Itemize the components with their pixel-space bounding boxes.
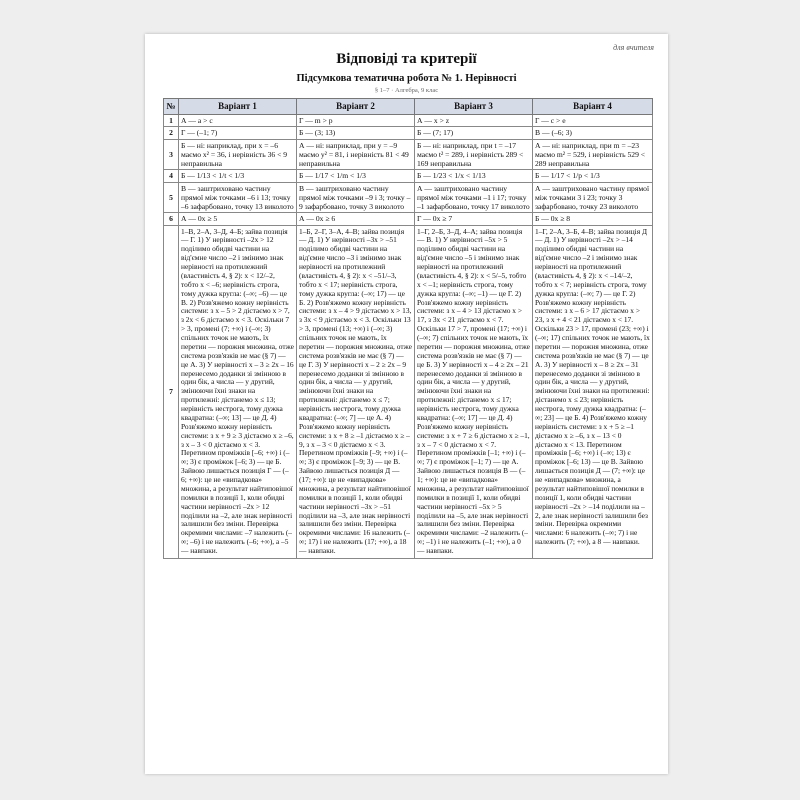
answer-cell: Б — ні: наприклад, при t = –17 маємо t² = 289, і нерівність 289 < 169 неправильна [415,139,533,170]
answer-cell: А — x > z [415,115,533,127]
row-number: 1 [164,115,179,127]
answer-cell: 1–Г, 2–Б, 3–Д, 4–А; зайва позиція — В. 1) У нерівності –5x > 5 поділимо обидві частини на від'ємне число –5 і змінимо знак нерівності на протилежний (властивість 4, § 2): x < 5/–5, тобто x < –1; нерівність строга, тому дужка кругла: (–∞; –1) — це Г. 2) Розв'яжемо кожну нерівність системи: з x – 4 > 13 дістаємо x > 17, з 3x < 21 дістаємо x < 7. Оскільки 17 > 7, промені (17; +∞) і (–∞; 7) спільних точок не мають, їх перетин — порожня множина, отже система розв'язків не має (§ 7) — це Б. 3) У нерівності x – 4 ≥ 2x – 21 перенесемо доданки зі змінною в один бік, а числа — у другий, змінюючи їхні знаки на протилежні: дістанемо x ≤ 17; нерівність нестрога, тому дужка квадратна: (–∞; 17] — це Д. 4) Розв'яжемо кожну нерівність системи: з x + 7 ≥ 6 дістаємо x ≥ –1, з x – 7 < 0 дістаємо x < 7. Перетином проміжків [–1; +∞) і (–∞; 7) є проміжок [–1; 7) — це А. Зайвою лишається позиція В — (–1; +∞): це не «випадкова» множина, а результат найтиповішої помилки в позиції 1, коли обидві частини нерівності –5x > 5 поділили на –5, але знак нерівності залишили без зміни. Перевірка окремими числами: –2 належить (–∞; –1) і не належить (–1; +∞), а 0 — навпаки. [415,225,533,558]
table-row [164,139,653,170]
table-row [164,170,653,182]
answer-cell: Б — 1/17 < 1/m < 1/3 [297,170,415,182]
answer-cell: 1–В, 2–А, 3–Д, 4–Б; зайва позиція — Г. 1) У нерівності –2x > 12 поділимо обидві частини на від'ємне число –2 і змінимо знак нерівності на протилежний (властивість 4, § 2): x < 12/–2, тобто x < –6; нерівність строга, тому дужка кругла: (–∞; –6) — це В. 2) Розв'яжемо кожну нерівність системи: з x – 5 > 2 дістаємо x > 7, з 2x < 6 дістаємо x < 3. Оскільки 7 > 3, промені (7; +∞) і (–∞; 3) спільних точок не мають, їх перетин — порожня множина, отже система розв'язків не має (§ 7) — це А. 3) У нерівності x – 3 ≥ 2x – 16 перенесемо доданки зі змінною в один бік, а числа — у другий, змінюючи їхні знаки на протилежні: дістанемо x ≤ 13; нерівність нестрога, тому дужка квадратна: (–∞; 13] — це Д. 4) Розв'яжемо кожну нерівність системи: з x + 9 ≥ 3 дістаємо x ≥ –6, з x – 3 < 0 дістаємо x < 3. Перетином проміжків [–6; +∞) і (–∞; 3) є проміжок [–6; 3) — це Б. Зайвою лишається позиція Г — (–6; +∞): це не «випадкова» множина, а результат найтиповішої помилки в позиції 1, коли обидві частини нерівності –2x > 12 поділили на –2, але знак нерівності залишили без зміни. Перевірка окремими числами: –7 належить (–∞; –6) і не належить (–6; +∞), а –5 — навпаки. [179,225,297,558]
row-number: 2 [164,127,179,139]
answer-cell: 1–Г, 2–А, 3–Б, 4–В; зайва позиція Д — Д. 1) У нерівності –2x > –14 поділимо обидві частини на від'ємне число –2 і змінимо знак нерівності на протилежний (властивість 4, § 2): x < –14/–2, тобто x < 7; нерівність строга, тому дужка кругла: (–∞; 7) — це Г. 2) Розв'яжемо кожну нерівність системи: з x – 6 > 17 дістаємо x > 23, з x + 4 < 21 дістаємо x < 17. Оскільки 23 > 17, промені (23; +∞) і (–∞; 17) спільних точок не мають, їх перетин — порожня множина, отже система розв'язків не має (§ 7) — це А. 3) У нерівності x – 8 ≥ 2x – 31 перенесемо доданки зі змінною в один бік, а числа — у другий, змінюючи їхні знаки на протилежні: дістанемо x ≤ 23; нерівність нестрога, тому дужка квадратна: (–∞; 23] — це Б. 4) Розв'яжемо кожну нерівність системи: з x + 5 ≥ –1 дістаємо x ≥ –6, з x – 13 < 0 дістаємо x < 13. Перетином проміжків [–6; +∞) і (–∞; 13) є проміжок [–6; 13) — це В. Зайвою лишається позиція Д — (7; +∞): це не «випадкова» множина, а результат найтиповішої помилки в позиції 1, коли обидві частини нерівності –2x > –14 поділили на –2, але знак нерівності залишили без зміни. Перевірка окремими числами: 6 належить (–∞; 7) і не належить (7; +∞), а 8 — навпаки. [533,225,653,558]
header-variant-1: Варіант 1 [179,99,297,115]
answer-cell: А — 0x ≥ 6 [297,213,415,225]
answer-cell: Б — 1/17 < 1/p < 1/3 [533,170,653,182]
header-num: № [164,99,179,115]
answer-cell: Б — ні: наприклад, при x = –6 маємо x² = 36, і нерівність 36 < 9 неправильна [179,139,297,170]
answer-cell: Г — m > p [297,115,415,127]
header-variant-3: Варіант 3 [415,99,533,115]
table-row [164,127,653,139]
corner-note: для вчителя [613,43,654,52]
table-row [164,115,653,127]
header-variant-4: Варіант 4 [533,99,653,115]
answer-cell: А — ні: наприклад, при y = –9 маємо y² = 81, і нерівність 81 < 49 неправильна [297,139,415,170]
answer-cell: Б — 1/13 < 1/t < 1/3 [179,170,297,182]
answer-cell: Г — (–1; 7) [179,127,297,139]
answer-cell: В — заштриховано частину прямої між точками –6 і 13; точку –6 зафарбовано, точку 13 виколото [179,182,297,213]
answer-cell: Г — 0x ≥ 7 [415,213,533,225]
row-number: 5 [164,182,179,213]
answer-cell: В — заштриховано частину прямої між точками –9 і 3; точку –9 зафарбовано, точку 3 виколото [297,182,415,213]
row-number: 7 [164,225,179,558]
answer-cell: Б — 1/23 < 1/x < 1/13 [415,170,533,182]
table-row [164,225,653,558]
table-row [164,182,653,213]
page-subtitle: Підсумкова тематична робота № 1. Нерівності [296,73,517,84]
table-header-row [164,99,653,115]
answer-cell: 1–Б, 2–Г, 3–А, 4–В; зайва позиція — Д. 1) У нерівності –3x > –51 поділимо обидві частини на від'ємне число –3 і змінимо знак нерівності на протилежний (властивість 4, § 2): x < –51/–3, тобто x < 17; нерівність строга, тому дужка кругла: (–∞; 17) — це Б. 2) Розв'яжемо кожну нерівність системи: з x – 4 > 9 дістаємо x > 13, з 3x < 9 дістаємо x < 3. Оскільки 13 > 3, промені (13; +∞) і (–∞; 3) спільних точок не мають, їх перетин — порожня множина, отже система розв'язків не має (§ 7) — це Г. 3) У нерівності x – 2 ≥ 2x – 9 перенесемо доданки зі змінною в один бік, а числа — у другий, змінюючи їхні знаки на протилежні: дістанемо x ≤ 7; нерівність нестрога, тому дужка квадратна: (–∞; 7] — це А. 4) Розв'яжемо кожну нерівність системи: з x + 8 ≥ –1 дістаємо x ≥ –9, з x – 3 < 0 дістаємо x < 3. Перетином проміжків [–9; +∞) і (–∞; 3) є проміжок [–9; 3) — це В. Зайвою лишається позиція Д — (17; +∞): це не «випадкова» множина, а результат найтиповішої помилки в позиції 1, коли обидві частини нерівності –3x > –51 поділили на –3, але знак нерівності залишили без зміни. Перевірка окремими числами: 16 належить (–∞; 17) і не належить (17; +∞), а 18 — навпаки. [297,225,415,558]
answer-cell: А — заштриховано частину прямої між точками 3 і 23; точку 3 зафарбовано, точку 23 виколото [533,182,653,213]
row-number: 4 [164,170,179,182]
page-title: Відповіді та критерії [336,51,477,67]
section-meta: § 1–7 · Алгебра, 9 клас [374,87,439,94]
answer-cell: А — ні: наприклад, при m = –23 маємо m² = 529, і нерівність 529 < 289 неправильна [533,139,653,170]
answer-cell: Б — 0x ≥ 8 [533,213,653,225]
answer-cell: А — a > c [179,115,297,127]
table-row [164,213,653,225]
row-number: 6 [164,213,179,225]
answer-cell: А — 0x ≥ 5 [179,213,297,225]
answers-table [163,98,653,559]
answer-cell: Б — (3; 13) [297,127,415,139]
row-number: 3 [164,139,179,170]
header-variant-2: Варіант 2 [297,99,415,115]
answer-cell: Г — c > e [533,115,653,127]
answer-cell: В — (–6; 3) [533,127,653,139]
answer-cell: Б — (7; 17) [415,127,533,139]
answer-sheet-page [145,34,668,774]
answer-cell: А — заштриховано частину прямої між точками –1 і 17; точку –1 зафарбовано, точку 17 виколото [415,182,533,213]
